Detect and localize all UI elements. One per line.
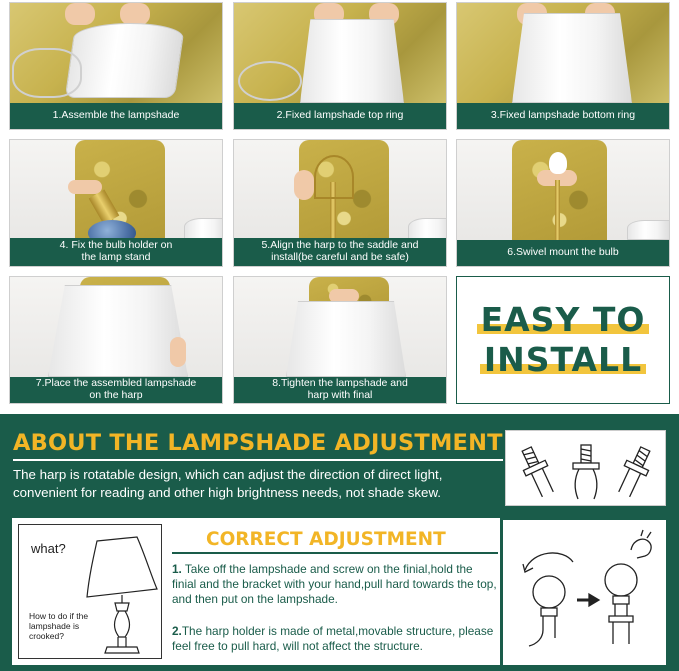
step-2-number: 2. xyxy=(172,624,182,638)
about-title: ABOUT THE LAMPSHADE ADJUSTMENT xyxy=(13,430,503,456)
step-photo-3 xyxy=(457,3,669,103)
step-1-text: Take off the lampshade and screw on the finial,hold the finial and the bracket with your hand,pull hard towards the top, and then put on the lampshade. xyxy=(172,562,497,606)
step-photo-6 xyxy=(457,140,669,240)
pull-finial-icon xyxy=(503,520,666,665)
about-text-line-2: convenient for reading and other high brightness needs, not shade skew. xyxy=(13,485,442,500)
step-caption-5: 5.Align the harp to the saddle and install(be careful and be safe) xyxy=(261,239,419,263)
step-card-5 xyxy=(233,139,447,267)
step-photo-8 xyxy=(234,277,446,377)
pull-adjust-diagram xyxy=(503,520,666,665)
correct-step-1 xyxy=(172,562,498,607)
step-card-4 xyxy=(9,139,223,267)
step-caption-2: 2.Fixed lampshade top ring xyxy=(276,109,404,121)
correct-step-2 xyxy=(172,624,498,654)
step-photo-5 xyxy=(234,140,446,238)
step-caption-7: 7.Place the assembled lampshade on the harp xyxy=(35,377,197,401)
step-card-3 xyxy=(456,2,670,130)
step-photo-2 xyxy=(234,3,446,103)
step-photo-1 xyxy=(10,3,222,103)
step-card-2 xyxy=(233,2,447,130)
harp-screws-icon xyxy=(506,431,667,507)
correct-adjustment-title: CORRECT ADJUSTMENT xyxy=(206,529,446,550)
step-2-text: The harp holder is made of metal,movable structure, please feel free to pull hard, will not affect the structure. xyxy=(172,624,494,653)
easy-install-line-1: EASY TO xyxy=(480,300,646,339)
step-1-number: 1. xyxy=(172,562,182,576)
about-divider xyxy=(13,459,503,461)
step-caption-6: 6.Swivel mount the bulb xyxy=(507,246,619,258)
easy-install-line-2: INSTALL xyxy=(483,340,643,379)
about-text-line-1: The harp is rotatable design, which can adjust the direction of direct light, xyxy=(13,467,443,482)
step-caption-1: 1.Assemble the lampshade xyxy=(52,109,180,121)
easy-install-badge xyxy=(456,276,670,404)
correct-divider xyxy=(172,552,498,554)
step-caption-4: 4. Fix the bulb holder on the lamp stand xyxy=(59,239,173,263)
crooked-lamp-drawing xyxy=(18,524,162,659)
step-card-6 xyxy=(456,139,670,267)
step-caption-8: 8.Tighten the lampshade and harp with final xyxy=(272,377,408,401)
step-photo-7 xyxy=(10,277,222,377)
step-card-7 xyxy=(9,276,223,404)
step-card-8 xyxy=(233,276,447,404)
step-photo-4 xyxy=(10,140,222,238)
step-caption-3: 3.Fixed lampshade bottom ring xyxy=(490,109,636,121)
harp-rotation-diagram xyxy=(505,430,666,506)
step-card-1 xyxy=(9,2,223,130)
what-label: what? xyxy=(31,541,66,556)
about-text xyxy=(13,466,503,502)
crooked-question: How to do if the lampshade is crooked? xyxy=(29,611,89,641)
